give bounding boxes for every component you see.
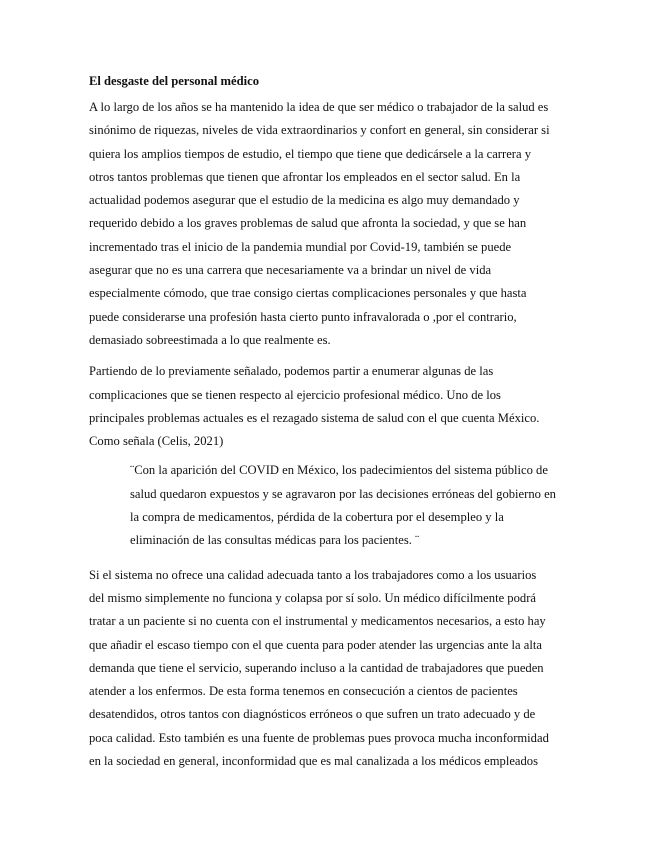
paragraph-intro xyxy=(89,96,567,352)
text-line: puede considerarse una profesión hasta cierto punto infravalorada o ,por el contrario, xyxy=(89,309,517,324)
block-quote xyxy=(130,459,567,552)
quote-line: ¨Con la aparición del COVID en México, los padecimientos del sistema público de xyxy=(130,463,548,478)
text-line: demasiado sobreestimada a lo que realmente es. xyxy=(89,332,331,347)
text-line: quiera los amplios tiempos de estudio, el tiempo que tiene que dedicársele a la carrera y xyxy=(89,146,532,161)
text-line: Si el sistema no ofrece una calidad adecuada tanto a los trabajadores como a los usuarios xyxy=(89,567,537,582)
quote-line: la compra de medicamentos, pérdida de la cobertura por el desempleo y la xyxy=(130,510,504,525)
text-line: asegurar que no es una carrera que necesariamente va a brindar un nivel de vida xyxy=(89,263,492,278)
text-line: en la sociedad en general, inconformidad que es mal canalizada a los médicos empleados xyxy=(89,754,538,769)
text-line: principales problemas actuales es el rezagado sistema de salud con el que cuenta México. xyxy=(89,410,540,425)
text-line: requerido debido a los graves problemas de salud que afronta la sociedad, y que se han xyxy=(89,216,527,231)
paragraph-complications xyxy=(89,360,567,453)
text-line: tratar a un paciente si no cuenta con el instrumental y medicamentos necesarios, a esto hay xyxy=(89,614,546,629)
text-line: del mismo simplemente no funciona y colapsa por sí solo. Un médico difícilmente podrá xyxy=(89,590,536,605)
text-line: poca calidad. Esto también es una fuente de problemas pues provoca mucha inconformidad xyxy=(89,730,549,745)
text-line: desatendidos, otros tantos con diagnósticos erróneos o que sufren un trato adecuado y de xyxy=(89,707,536,722)
text-line: Partiendo de lo previamente señalado, podemos partir a enumerar algunas de las xyxy=(89,364,494,379)
text-line: sinónimo de riquezas, niveles de vida extraordinarios y confort en general, sin considerar si xyxy=(89,123,550,138)
text-line: A lo largo de los años se ha mantenido la idea de que ser médico o trabajador de la salud es xyxy=(89,100,549,114)
text-line: especialmente cómodo, que trae consigo ciertas complicaciones personales y que hasta xyxy=(89,286,527,301)
quote-line: eliminación de las consultas médicas para los pacientes. ¨ xyxy=(130,533,420,548)
text-line: incrementado tras el inicio de la pandemia mundial por Covid-19, también se puede xyxy=(89,239,512,254)
text-line: otros tantos problemas que tienen que afrontar los empleados en el sector salud. En la xyxy=(89,169,521,184)
citation-line: Como señala (Celis, 2021) xyxy=(89,434,224,449)
quote-line: salud quedaron expuestos y se agravaron por las decisiones erróneas del gobierno en xyxy=(130,486,556,501)
text-line: complicaciones que se tienen respecto al ejercicio profesional médico. Uno de los xyxy=(89,387,501,402)
text-line: atender a los enfermos. De esta forma tenemos en consecución a cientos de pacientes xyxy=(89,684,518,699)
text-line: que añadir el escaso tiempo con el que cuenta para poder atender las urgencias ante la alta xyxy=(89,637,542,652)
paragraph-system xyxy=(89,564,567,774)
document-title: El desgaste del personal médico xyxy=(89,74,260,88)
text-line: actualidad podemos asegurar que el estudio de la medicina es algo muy demandado y xyxy=(89,193,520,208)
text-line: demanda que tiene el servicio, superando incluso a la cantidad de trabajadores que pueden xyxy=(89,660,544,675)
